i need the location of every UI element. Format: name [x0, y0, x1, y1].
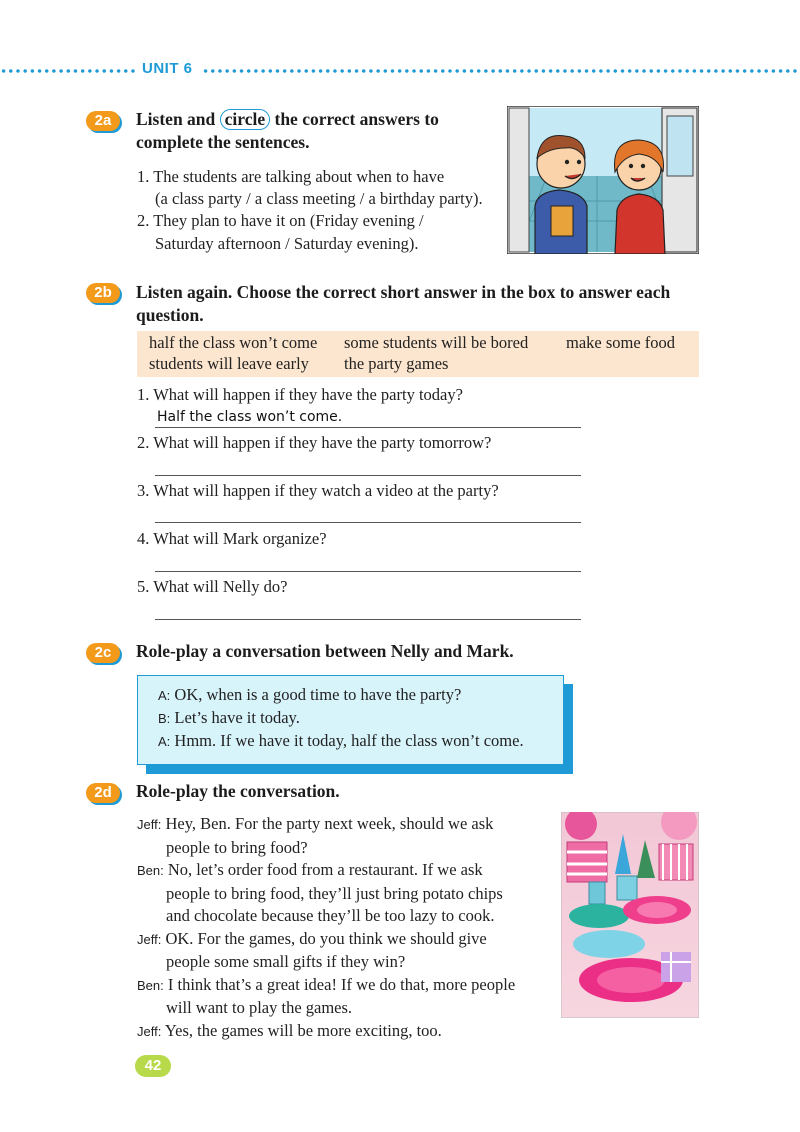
option-5: the party games	[344, 354, 449, 373]
badge-2d: 2d	[86, 783, 120, 803]
example-answer: Half the class won’t come.	[157, 409, 343, 425]
dialogue-line: people some small gifts if they win?	[166, 952, 406, 971]
badge-2a: 2a	[86, 111, 120, 131]
option-4: students will leave early	[149, 354, 309, 373]
answer-line-1[interactable]	[155, 427, 581, 428]
party-table-photo	[561, 812, 699, 1018]
item-2a-1: 1. The students are talking about when to have	[137, 167, 445, 186]
dialogue-2d	[137, 813, 515, 1043]
option-2: some students will be bored	[344, 333, 529, 352]
item-2a-1-options: (a class party / a class meeting / a birthday party).	[155, 189, 483, 208]
conversation-box-2c	[137, 675, 564, 765]
dialogue-line: will want to play the games.	[166, 998, 353, 1017]
dialogue-line: Jeff: Yes, the games will be more exciting, too.	[137, 1020, 442, 1040]
heading-2b: Listen again. Choose the correct short answer in the box to answer each question.	[136, 282, 671, 325]
answer-line-5[interactable]	[155, 619, 581, 620]
dialogue-line: Jeff: OK. For the games, do you think we should give	[137, 928, 487, 948]
answer-line-3[interactable]	[155, 522, 581, 523]
dialogue-line: Jeff: Hey, Ben. For the party next week, should we ask	[137, 814, 494, 833]
heading-2d: Role-play the conversation.	[136, 781, 340, 801]
badge-2b: 2b	[86, 283, 120, 303]
dialogue-line: people to bring food?	[166, 837, 308, 857]
students-illustration	[507, 106, 699, 254]
question-4: 4. What will Mark organize?	[137, 529, 327, 548]
answer-line-4[interactable]	[155, 571, 581, 572]
option-3: make some food	[566, 333, 676, 352]
header-dots-right	[202, 68, 800, 74]
convo-2c-line-1: A: OK, when is a good time to have the party?	[158, 685, 462, 704]
question-1: 1. What will happen if they have the party today?	[137, 385, 463, 404]
dialogue-line: people to bring food, they’ll just bring potato chips	[166, 883, 503, 903]
header-dots-left	[0, 68, 138, 74]
unit-label: UNIT 6	[142, 60, 193, 77]
option-1: half the class won’t come	[149, 333, 318, 352]
heading-2a: Listen and circle the correct answers to complete the sentences.	[136, 109, 439, 152]
dialogue-line: Ben: I think that’s a great idea! If we do that, more people	[137, 974, 516, 994]
answer-line-2[interactable]	[155, 475, 581, 476]
dialogue-line: and chocolate because they’ll be too lazy to cook.	[166, 906, 495, 925]
circle-word: circle	[220, 109, 270, 130]
heading-2c: Role-play a conversation between Nelly and Mark.	[136, 641, 514, 661]
badge-2c: 2c	[86, 643, 120, 663]
question-3: 3. What will happen if they watch a video at the party?	[137, 481, 499, 500]
question-2: 2. What will happen if they have the party tomorrow?	[137, 433, 492, 452]
convo-2c-line-2: B: Let’s have it today.	[158, 708, 300, 727]
convo-2c-line-3: A: Hmm. If we have it today, half the class won’t come.	[158, 731, 524, 750]
item-2a-2: 2. They plan to have it on (Friday evening /	[137, 211, 424, 230]
page-number: 42	[135, 1055, 171, 1077]
question-5: 5. What will Nelly do?	[137, 577, 288, 596]
item-2a-2-options: Saturday afternoon / Saturday evening).	[155, 234, 419, 253]
dialogue-line: Ben: No, let’s order food from a restaurant. If we ask	[137, 860, 483, 879]
